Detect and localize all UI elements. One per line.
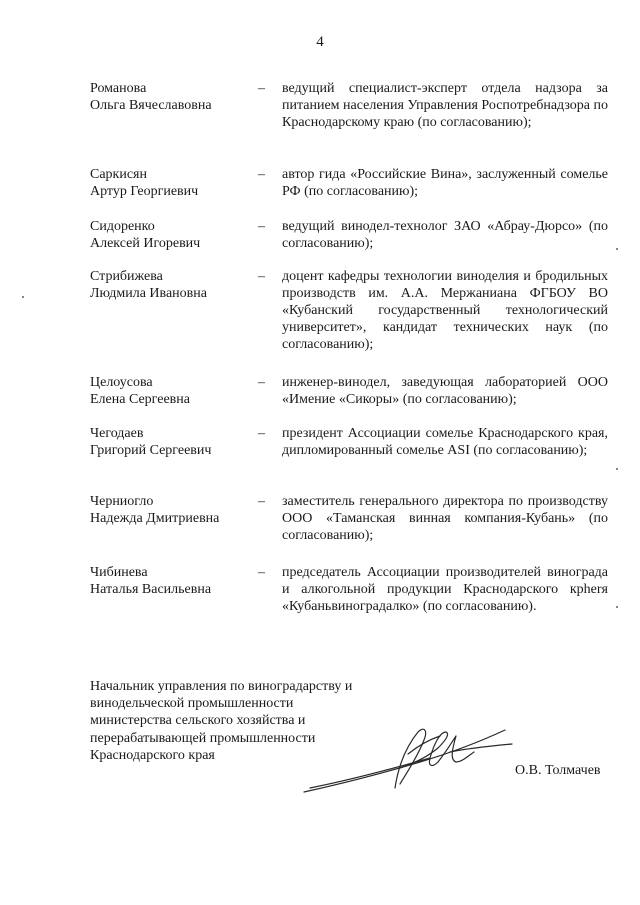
member-role: ведущий винодел-технолог ЗАО «Абрау-Дюрсо» (по согласованию);	[282, 219, 608, 251]
member-name: Целоусова Елена Сергеевна	[90, 375, 190, 407]
member-dash: –	[258, 81, 265, 96]
member-name: Саркисян Артур Георгиевич	[90, 167, 199, 199]
member-entry	[90, 493, 610, 564]
member-role: председатель Ассоциации производителей винограда и алкогольной продукции Краснодарского крherя «Кубаньвиноградалко» (по согласованию).	[282, 565, 608, 614]
member-role: ведущий специалист-эксперт отдела надзора за питанием населения Управления Роспотребнадзора по Краснодарскому краю (по согласованию);	[282, 81, 608, 130]
member-dash: –	[258, 565, 265, 580]
member-name: Черниогло Надежда Дмитриевна	[90, 494, 220, 526]
member-role: заместитель генерального директора по производству ООО «Таманская винная компания-Кубань» (по согласованию);	[282, 494, 608, 543]
member-entry	[90, 218, 610, 268]
member-entry	[90, 268, 610, 374]
member-name: Чегодаев Григорий Сергеевич	[90, 426, 212, 458]
commission-member-list	[90, 80, 610, 624]
member-name: Сидоренко Алексей Игоревич	[90, 219, 201, 251]
signature-block	[90, 678, 610, 798]
member-dash: –	[258, 167, 265, 182]
member-name: Чибинева Наталья Васильевна	[90, 565, 212, 597]
page-number: 4	[316, 34, 324, 50]
member-dash: –	[258, 269, 265, 284]
member-entry	[90, 564, 610, 624]
member-entry	[90, 80, 610, 166]
member-dash: –	[258, 219, 265, 234]
member-name: Романова Ольга Вячеславовна	[90, 81, 212, 113]
member-name: Стрибижева Людмила Ивановна	[90, 269, 207, 301]
member-role: президент Ассоциации сомелье Краснодарского края, дипломированный сомелье ASI (по согласованию);	[282, 426, 608, 458]
handwritten-signature-icon	[300, 718, 520, 798]
member-role: инженер-винодел, заведующая лабораторией ООО «Имение «Сикоры» (по согласованию);	[282, 375, 608, 407]
member-dash: –	[258, 375, 265, 390]
member-role: доцент кафедры технологии виноделия и бродильных производств им. А.А. Мержаниана ФГБОУ ВО «Кубанский государственный технологический университет», кандидат технических наук (по согласованию);	[282, 269, 608, 352]
member-role: автор гида «Российские Вина», заслуженный сомелье РФ (по согласованию);	[282, 167, 608, 199]
member-dash: –	[258, 494, 265, 509]
member-entry	[90, 374, 610, 425]
signatory-position: Начальник управления по виноградарству и винодельческой промышленности министерства сельского хозяйства и перерабатывающей промышленности Краснодарского края	[90, 679, 353, 763]
member-dash: –	[258, 426, 265, 441]
member-entry	[90, 166, 610, 218]
signatory-name: О.В. Толмачев	[515, 763, 601, 778]
member-entry	[90, 425, 610, 493]
